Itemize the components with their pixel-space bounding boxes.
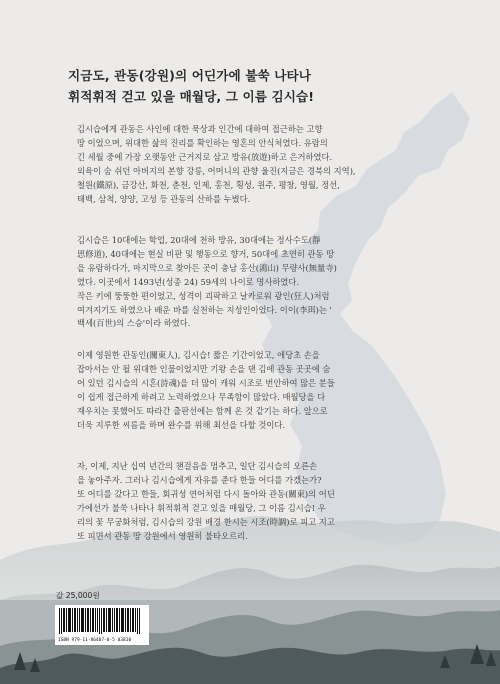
text-line: 이 쉽게 접근하게 하려고 노력하였으나 무족함이 많았다. 매월당을 다 xyxy=(77,391,326,402)
text-line: 여겨지기도 하였으나 배운 바를 실천하는 지성인이었다. 이이(李珥)는 ' xyxy=(77,304,332,315)
text-line: 또 피면서 관동 땅 강원에서 영원히 불타오르리. xyxy=(77,530,248,541)
headline xyxy=(68,66,488,107)
text-line: 외육이 숨 쉬던 아버지의 본향 강릉, 어머니의 관향 울진(지금은 경북의 지역), xyxy=(77,165,356,176)
text-line: 思修道), 40대에는 현실 비판 및 행동으로 향거, 50대에 초연히 관동 땅 xyxy=(77,248,335,259)
text-line: 을 유람하다가, 마지막으로 찾아든 곳이 충남 홍산(鴻山) 무량사(無量寺) xyxy=(77,262,337,273)
text-line: 재우치는 못했어도 따라간 출판선에는 함께 온 것 같기는 하다. 앞으로 xyxy=(77,405,328,416)
headline-line: 지금도, 관동(강원)의 어딘가에 불쑥 나타나 xyxy=(68,68,312,83)
paragraph-3 xyxy=(77,349,429,432)
paragraph-4 xyxy=(77,460,429,543)
text-line: 잡아서는 안 될 위대한 인물이었지만 기왕 손을 댄 김에 관동 곳곳에 숨 xyxy=(77,363,331,374)
text-line: 백세(百世)의 스승'이라 하였다. xyxy=(77,318,191,329)
text-line: 작은 키에 뚱뚱한 편이었고, 성격이 괴팍하고 날카로워 광인(狂人)처럼 xyxy=(77,290,330,301)
paragraph-2 xyxy=(77,234,429,331)
text-line: 가에선가 불쑥 나타나 휘적휘적 걷고 있을 매월당, 그 이름 김시습! 우 xyxy=(77,502,326,513)
text-line: 더욱 지루한 씨름을 하며 완수를 위해 최선을 다할 것이다. xyxy=(77,419,286,430)
text-line: 자, 이제, 지난 십여 년간의 챈걸음을 멈추고, 일단 김시습의 오른손 xyxy=(77,461,318,471)
isbn-barcode xyxy=(55,605,149,645)
text-line: 또 어디를 갔다고 한들, 회귀성 연어처럼 다시 돌아와 관동(關東)의 어딘 xyxy=(77,488,335,499)
text-line: 을 놓아주자. 그러나 김시습에게 자유를 준다 한들 어디를 가겠는가? xyxy=(77,474,322,485)
text-line: 리의 꽃 무궁화처럼, 김시습의 강원 배경 한시는 시조(時調)로 피고 지고 xyxy=(77,516,335,527)
text-line: 어 있던 김시습의 시혼(詩魂)을 더 많이 캐워 시조로 번안하여 많은 분들 xyxy=(77,377,335,388)
price-label: 값 25,000원 xyxy=(56,591,100,600)
text-line: 였다. 이곳에서 1493년(성종 24) 59세의 나이로 명사하였다. xyxy=(77,276,300,287)
headline-line: 휘적휘적 걷고 있을 매월당, 그 이름 김시습! xyxy=(68,88,315,104)
text-line: 태백, 삼척, 양양, 고성 등 관동의 산하를 누볐다. xyxy=(77,193,251,204)
isbn-number: ISBN 979-11-86407-0-5 03810 xyxy=(58,638,132,643)
text-line: 땅 이었으며, 위대한 삶의 진리를 확인하는 영혼의 안식처였다. 유람의 xyxy=(77,137,328,148)
text-line: 철원(鐵原), 금강산, 화천, 춘천, 인제, 홍천, 횡성, 원주, 평창, 영월, 정선, xyxy=(77,179,340,190)
text-line: 김시습은 10대에는 학업, 20대에 천하 방유, 30대에는 정사수도(靜 xyxy=(77,235,321,245)
paragraph-1 xyxy=(77,123,429,206)
text-line: 긴 세월 중에 가장 오랫동안 근거지로 삼고 방유(放遊)하고 은거하였다. xyxy=(77,151,333,162)
barcode-bars xyxy=(59,608,145,634)
text-line: 김시습에게 관동은 사인에 대한 묵상과 인간에 대하여 접근하는 고향 xyxy=(77,124,323,134)
text-line: 이제 영원한 관동인(關東人), 김시습! 짧은 기간이었고, 애당초 손을 xyxy=(77,350,320,360)
